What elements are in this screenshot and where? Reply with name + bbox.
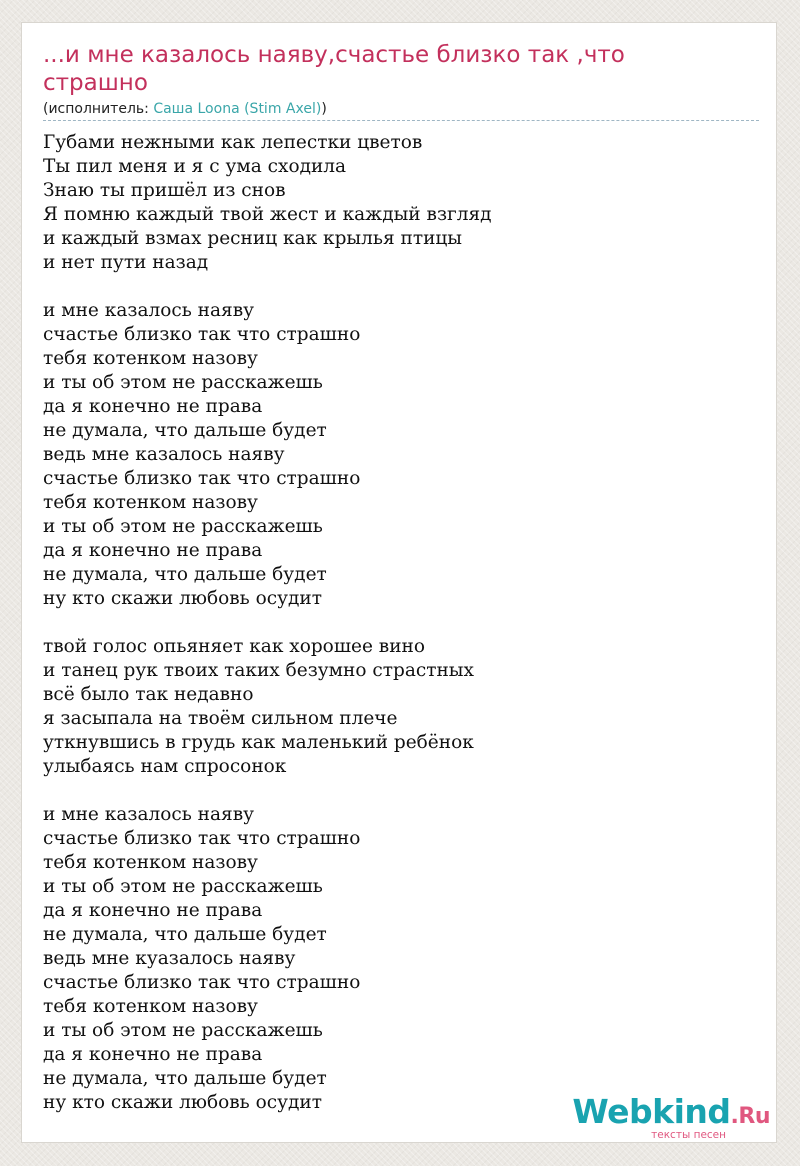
lyrics-text xyxy=(43,131,743,1115)
lyric-line: тебя котенком назову xyxy=(43,996,258,1017)
lyric-line: и мне казалось наяву xyxy=(43,300,255,321)
lyric-line: улыбаясь нам спросонок xyxy=(43,756,287,777)
lyric-line: Знаю ты пришёл из снов xyxy=(43,180,286,201)
lyric-line: уткнувшись в грудь как маленький ребёнок xyxy=(43,732,474,753)
lyric-line: и мне казалось наяву xyxy=(43,804,255,825)
lyric-line: не думала, что дальше будет xyxy=(43,1068,327,1089)
lyric-line: счастье близко так что страшно xyxy=(43,324,361,345)
logo-suffix: .Ru xyxy=(730,1104,770,1129)
lyric-line: твой голос опьяняет как хорошее вино xyxy=(43,636,426,657)
lyric-line: тебя котенком назову xyxy=(43,492,258,513)
lyric-line: тебя котенком назову xyxy=(43,348,258,369)
lyric-line: и ты об этом не расскажешь xyxy=(43,876,323,897)
lyric-line: и танец рук твоих таких безумно страстных xyxy=(43,660,474,681)
logo-tagline: тексты песен xyxy=(651,1129,726,1141)
lyric-line: и ты об этом не расскажешь xyxy=(43,1020,323,1041)
performer-link[interactable]: Саша Loona (Stim Axel) xyxy=(153,101,322,117)
performer-suffix: ) xyxy=(321,101,327,117)
lyric-line: счастье близко так что страшно xyxy=(43,972,361,993)
lyric-line: Губами нежными как лепестки цветов xyxy=(43,132,423,153)
lyric-line: и ты об этом не расскажешь xyxy=(43,372,323,393)
song-title: ...и мне казалось наяву,счастье близко так ,что страшно xyxy=(43,42,625,96)
logo-name: Webkind xyxy=(572,1092,731,1131)
lyric-line: и каждый взмах ресниц как крылья птицы xyxy=(43,228,463,249)
lyric-line: ведь мне куазалось наяву xyxy=(43,948,296,969)
site-logo[interactable] xyxy=(572,1092,770,1141)
lyric-line: я засыпала на твоём сильном плече xyxy=(43,708,398,729)
lyric-line: не думала, что дальше будет xyxy=(43,924,327,945)
lyrics-page xyxy=(21,22,777,1143)
lyric-line: да я конечно не права xyxy=(43,1044,263,1065)
lyric-line: и ты об этом не расскажешь xyxy=(43,516,323,537)
lyric-line: счастье близко так что страшно xyxy=(43,828,361,849)
lyric-line: и нет пути назад xyxy=(43,252,209,273)
lyric-line: да я конечно не права xyxy=(43,540,263,561)
lyric-line: ну кто скажи любовь осудит xyxy=(43,1092,322,1113)
lyric-line: ну кто скажи любовь осудит xyxy=(43,588,322,609)
stanza-break xyxy=(43,779,743,803)
performer-line xyxy=(43,100,759,121)
lyric-line: всё было так недавно xyxy=(43,684,254,705)
stanza-break xyxy=(43,275,743,299)
lyric-line: Я помню каждый твой жест и каждый взгляд xyxy=(43,204,492,225)
stanza-break xyxy=(43,611,743,635)
lyric-line: да я конечно не права xyxy=(43,396,263,417)
lyric-line: Ты пил меня и я с ума сходила xyxy=(43,156,347,177)
lyric-line: ведь мне казалось наяву xyxy=(43,444,285,465)
lyric-line: тебя котенком назову xyxy=(43,852,258,873)
performer-prefix: (исполнитель: xyxy=(43,101,154,117)
lyric-line: не думала, что дальше будет xyxy=(43,564,327,585)
lyric-line: счастье близко так что страшно xyxy=(43,468,361,489)
lyric-line: да я конечно не права xyxy=(43,900,263,921)
lyric-line: не думала, что дальше будет xyxy=(43,420,327,441)
